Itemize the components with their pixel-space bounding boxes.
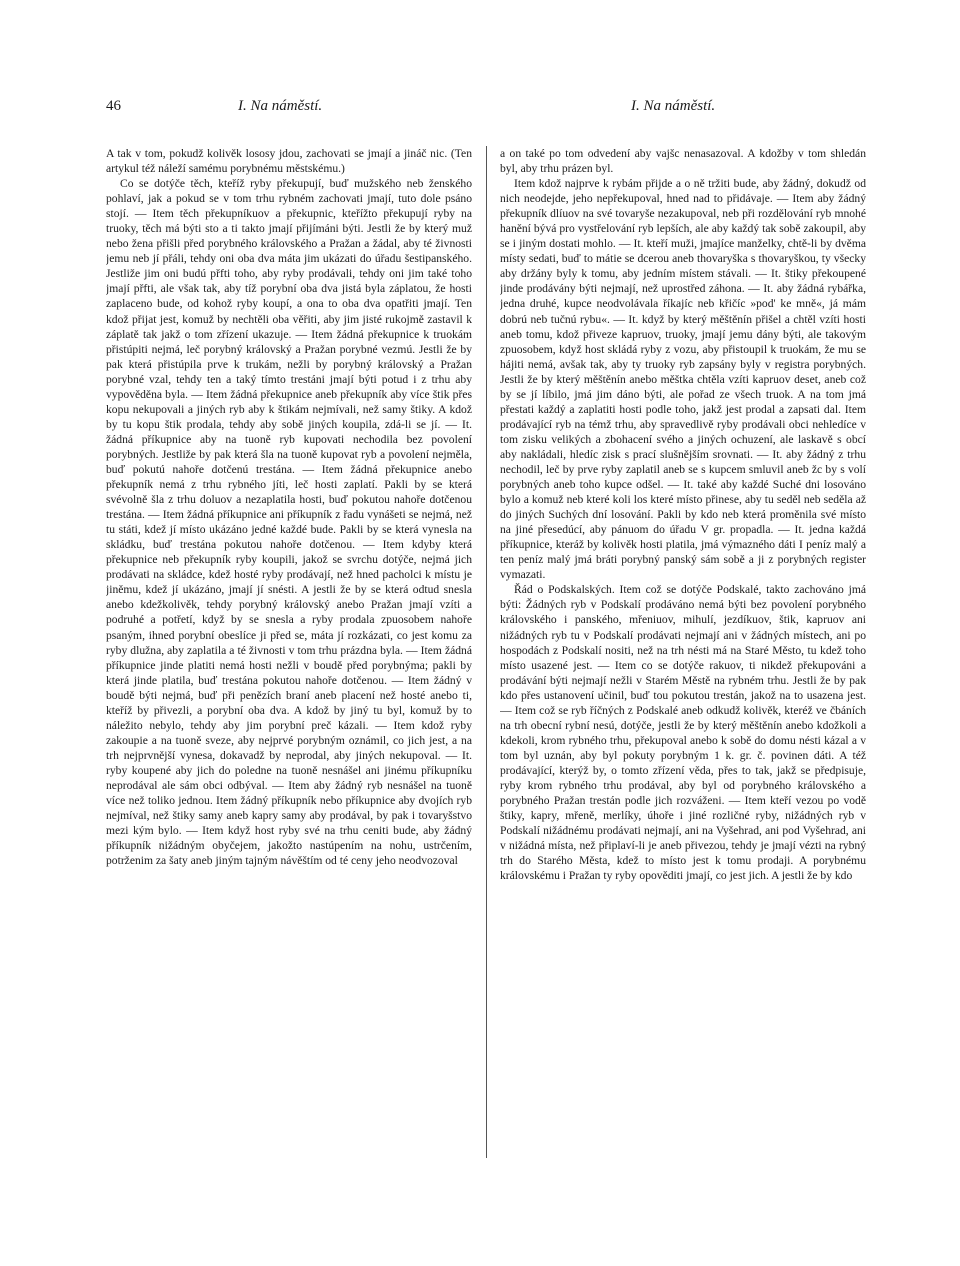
paragraph: Item kdož najprve k rybám přijde a o ně tržiti bude, aby žádný, dokudž od nich neodejde, jeho nepřekupoval, hned nad to přidávaje. — Item aby žádný překupník dlíuov na své tovaryše nezakupoval, neb při rozdělování ryb mnohé hanění bývá pro vystřelování ryb lepších, ale aby každý tak sobě zakoupil, aby se i jiným dostati mohlo. — It. kteří muži, jmajíce manželky, chtě-li by dvěma místy sedati, buď to mátie se dcerou aneb thovaryška s thovaryškou, ty všecky aby držány byly k tomu, aby jedním místem stávali. — It. štiky překoupené jinde prodávány býti nejmají, než uprostřed záhona. — It. aby žádná rybářka, jedna druhé, kupce neodvolávala říkajíc neb křičíc »pod' ke mně«, já mám dobrú neb tučnú rybu«. — It. když by který měštěnín přišel a chtěl vzíti hosti aneb tomu, kdož přiveze kapruov, truoky, jmají jemu dány býti, ale takovým zpuosobem, když host skládá ryby z vozu, aby přistoupil k truokám, že mu se hájiti nemá, avšak tak, aby ty truoky ryb zapsány byly v registra porybných. Jestli že by který měštěnín anebo měštka chtěla vzíti kapruov deset, aneb což by se jí líbilo, jmá jim dáno býti, ale pořad ze všech truok. A na tom jmá přestati každý a zaplatiti hosti podle toho, jakž jest prodal a zapsati dal. Item prodávající ryb na témž trhu, aby spravedlivě ryby prodávali obci nehledíce v tom zisku velikých a zbohacení svého a jiných ochuzení, ale laskavě s obcí aby nakládali, hledíc zisk s prací slušnějším srovnati. — It. aby žádný z trhu nechodil, leč by prve ryby zaplatil aneb se s kupcem smluvil aneb žc by s volí porybných aneb toho kupce odšel. — It. také aby každé Suché dni losováno bylo a komuž neb které koli los které místo přinese, aby tu seděl neb seděla až do jiných Suchých dní losování. Pakli by kdo neb která proměnila své místo na jiné přesedúcí, aby pánuom do úřadu V gr. propadla. — It. jedna každá příkupnice, kteráž by kolivěk hosti platila, jmá výmazného dáti I peníz malý a ten peníz malý jmá bráti porybný panský sám sobě a ji z porybných register vymazati. [500, 177, 866, 582]
left-column [106, 146, 472, 1221]
paragraph: a on také po tom odvedení aby vajšc nenasazoval. A kdožby v tom shledán byl, aby trhu prázen byl. [500, 147, 866, 176]
paragraph: A tak v tom, pokudž kolivěk lososy jdou, zachovati se jmají a jináč nic. (Ten artykul též náleží samému porybnému městskému.) [106, 147, 472, 176]
page-number: 46 [106, 98, 121, 114]
column-divider [486, 146, 487, 1158]
paragraph: Co se dotýče těch, kteříž ryby překupují, buď mužského neb ženského pohlaví, jak a pokud se v tom trhu rybném zachovati jmají, tuto dole psáno stojí. — Item těch překupníkuov a překupnic, kteřížto překupují ryby na truoky, těch má býti sto a ti takto jmají přijímáni býti. Jestli že by který muž nebo žena přišli před porybného královského a Pražan a žádal, aby té živnosti jemu neb jí přáli, tehdy oni oba dva máta jim ukázati do úřadu šestipanského. Jestliže jim oni budú přfti toho, aby ryby prodávali, tehdy oni jim také toho jmají přfti, ale však tak, aby tíž porybní oba dva jistá byla záplatou, že hosti zaplaceno bude, od kohož ryby koupí, a ona to oba dva opatřiti jmají. Ten kdož přijat jest, komuž by nechtěli oba věřiti, aby jim jisté rukojmě zastavil k záplatě tak jakž o tom zřízení ukazuje. — Item žádná překupnice k truokám přistúpiti nejmá, leč porybný královský a Pražan porybné vezmú. Jestli že by pak která přistúpila prve k trukám, nežli by porybný královský a Pražan porybné vzal, tehdy ten a taký tímto trestáni jmají býti potud i z trhu aby vypověděna byla. — Item žádná překupnice aneb překupník aby více štik přes kopu nekupovali a jiných ryb aby k štikám nejmívali, než samy štiky. A kdož by tu kopu štik prodala, tehdy aby sobě jiných koupila, zdá-li se jí. — It. žádná příkupnice aby na tuoně ryb kupovati nechodila bez povolení porybných. Jestliže by pak která šla na tuoně kupovat ryb a povolení nejměla, buď pokutú nahoře dotčenú trestána. — Item žádná překupnice anebo překupník nemá z trhu rybného jíti, leč hosti zaplatí. Pakli by se která svévolně šla z trhu doluov a nezaplatila hosti, buď pokutou nahoře dotčenou trestána. — Item žádná příkupnice ani příkupník z řadu vynášeti se nejmá, než tu státi, kdež jí místo ukázáno jedné každé bude. Pakli by se která vynesla na skládku, buď trestána pokutou nahoře dotčenou. — Item kdyby která překupnice neb překupník ryby koupili, jakož se svrchu dotýče, nejmá jich prodávati na skládce, kdež hosté ryby prodávají, než hned pacholci k místu je jiněmu, kdež jí ukázáno, jmají jí snésti. A jestli že by se která odtud snesla anebo kdežkolivěk, tehdy porybný královský anebo Pražan jmají vzíti a podruhé a potřetí, když by se snesla a ryby prodala zpuosobem nahoře psaným, ihned porybní obeslíce ji před se, máta jí rozkázati, co jest komu za ryby dlužna, aby zaplatila a té živnosti v tom trhu prázdna byla. — Item žádná příkupnice jinde platiti nemá hosti nežli v boudě před porybnýma; pakli by která jinde platila, buď trestána pokutou nahoře dotčenou. — Item žádný v boudě býti nejmá, buď při penězích braní aneb placení než hosté anebo ti, kteříž by přivezli, a porybní oba dva. A kdož by jiný tu byl, komuž by to náležito nebylo, tehdy aby jim porybní preč kázali. — Item kdož ryby zakoupie a na tuoně sveze, aby nejprvé porybným oznámil, co jich jest, a na trh nejprvnější vynesa, dokavadž by neprodal, aby jiných nekupoval. — It. ryby koupené aby jich do poledne na tuoně nesnášel ani jinému příkupníku neprodával ale sám obci odbýval. — Item aby žádný ryb nesnášel na tuoně více než toliko jednou. Item žádný příkupník nebo příkupnice aby dvojích ryb nejmíval, než štiky samy aneb kapry samy aby prodával, by pak i tovaryšstvo mezi kým bylo. — Item když host ryby své na trhu ceniti bude, aby žádný příkupník nižádným obyčejem, jakožto nastúpením na nohu, ustrčením, potrženim za šaty aneb jiným tajným návěštím od té ceny jeho neodvozoval [106, 177, 472, 868]
running-title-right: I. Na náměstí. [631, 98, 716, 114]
running-title-left: I. Na náměstí. [238, 98, 323, 114]
page-header [0, 98, 960, 122]
right-column [500, 146, 866, 1221]
paragraph: Řád o Podskalských. Item což se dotýče Podskalé, takto zachováno jmá býti: Žádných ryb v Podskalí prodáváno nemá býti bez povolení porybného královského i panského, mřeniuov, mihulí, jezdíkuov, štik, kapruov ani nižádných ryb tu v Podskalí prodávati nejmají ani v žádných místech, ani po hospodách z Podskalí nositi, než na trh nésti má na Staré Město, tu kdež toho místo usazené jest. — Item co se dotýče rakuov, ti nikdež překupováni a prodávání býti nejmají nežli v Starém Městě na rybném trhu. Jestli že by pak kdo přes ustanovení učinil, buď tou pokutou trestán, jakož na to usazena jest. — Item což se ryb říčných z Podskalé aneb odkudž kolivěk, kteréž ve čbáních na trh obecní rybní nesú, dotýče, jestli že by který měštěnín anebo kdožkoli a kdekoli, krom rybného trhu, překupoval anebo k sobě do domu nésti kázal a v tom byl uznán, aby byl pokuty porybným 1 k. gr. č. povinen dáti. A též prodávající, kterýž by, o tomto zřízení věda, přes to tak, jakž se předpisuje, ryby krom rybného trhu prodával, aby byl od porybného královského a porybného Pražan trestán podle jich rozváženi. — Item kteří vezou po vodě štiky, kapry, mřeně, merlíky, úhoře i jiné rozličné ryby, nižádných ryb v Podskalí nižádnému prodávati nejmají, ani na Vyšehrad, ani pod Vyšehrad, ani v nižádná místa, než připlaví-li je aneb přivezou, tehdy je jmají vézti na rybný trh do Starého Města, kdež to místo jest k tomu prodaji. A porybnému královskému i Pražan ty ryby opověditi jmají, co jest jich. A jestli že by kdo [500, 583, 866, 883]
